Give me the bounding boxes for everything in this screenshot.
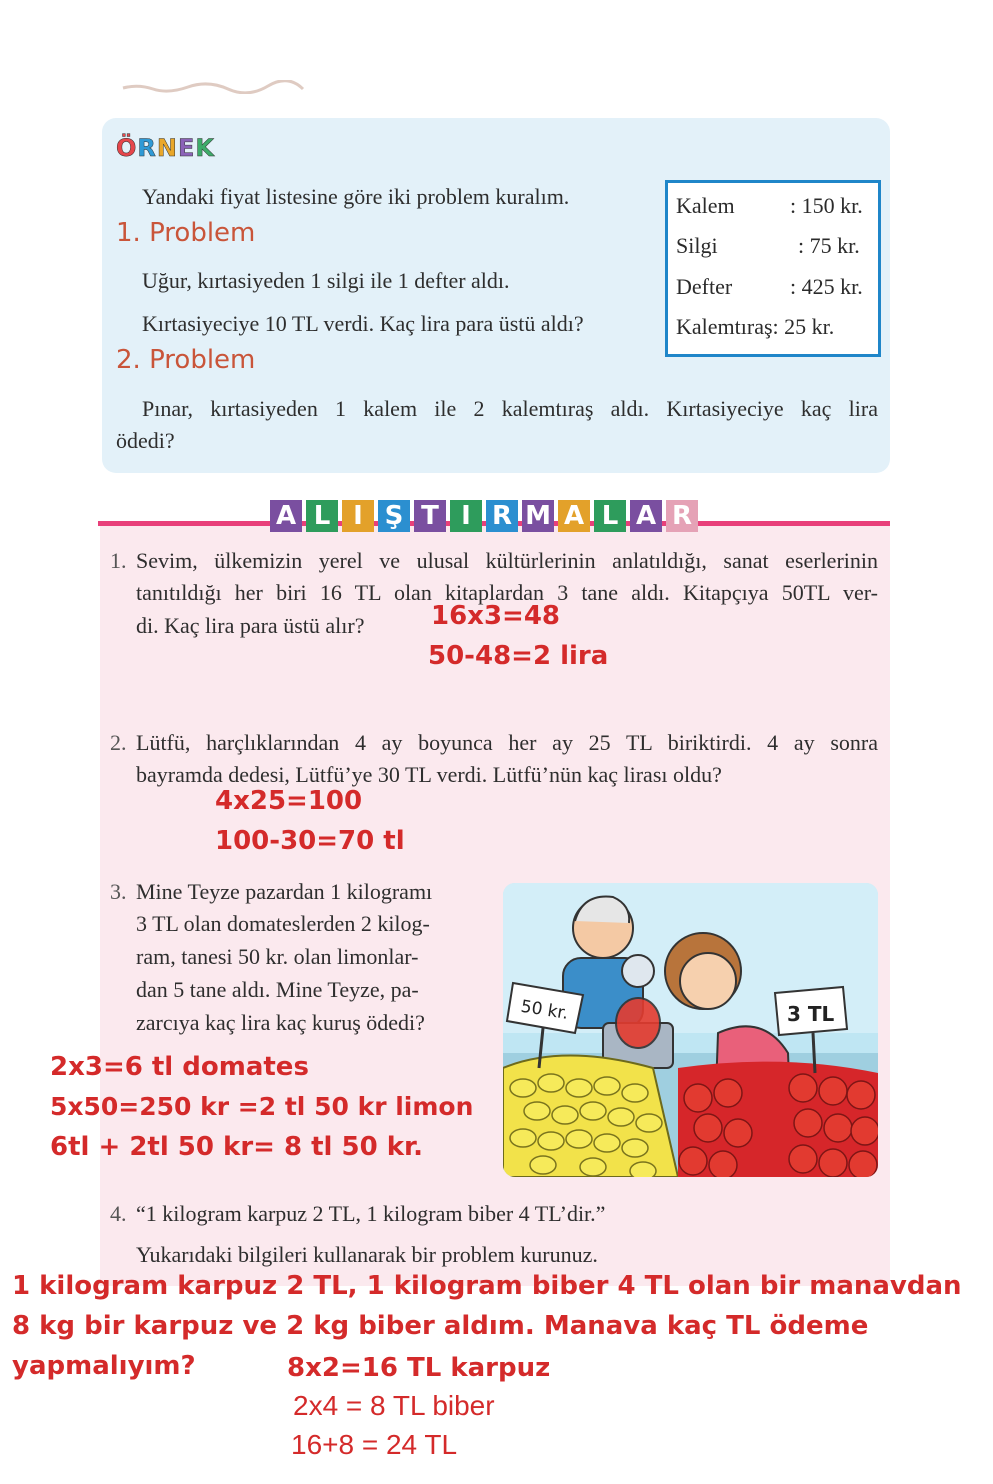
question-4-calc1: 8x2=16 TL karpuz	[287, 1353, 551, 1383]
problem-2-text-line2: ödedi?	[116, 428, 175, 453]
question-4-calc2: 2x4 = 8 TL biber	[293, 1390, 495, 1421]
example-intro: Yandaki fiyat listesine göre iki problem kuralım.	[142, 184, 570, 209]
question-1-answer1: 16x3=48	[431, 601, 561, 631]
price-row-kalemtiras	[676, 314, 872, 340]
exercises-title-tile: I	[450, 500, 482, 532]
price-item: Kalemtıraş	[676, 314, 773, 339]
market-illustration	[503, 883, 878, 1177]
exercises-title-tile: Ş	[378, 500, 410, 532]
question-1-line3: di. Kaç lira para üstü alır?	[136, 613, 365, 638]
example-title	[116, 134, 215, 162]
problem-1-text-line2: Kırtasiyeciye 10 TL verdi. Kaç lira para üstü aldı?	[142, 311, 584, 336]
question-1-line1: Sevim, ülkemizin yerel ve ulusal kültürlerinin anlatıldığı, sanat eserlerinin	[136, 548, 878, 573]
question-4-calc3: 16+8 = 24 TL	[291, 1429, 458, 1460]
question-3-line5: zarcıya kaç lira kaç kuruş ödedi?	[136, 1010, 425, 1035]
exercises-title-tile: M	[522, 500, 554, 532]
price-row-kalem	[676, 193, 872, 219]
exercises-title-tile: R	[486, 500, 518, 532]
exercises-title-tile: R	[666, 500, 698, 532]
problem-2-text-line1: Pınar, kırtasiyeden 1 kalem ile 2 kalemtıraş aldı. Kırtasiyeciye kaç lira	[142, 396, 878, 421]
price-value: : 75 kr.	[798, 233, 860, 258]
question-4-number: 4.	[110, 1201, 127, 1226]
price-item: Kalem	[676, 193, 735, 218]
question-3-number: 3.	[110, 879, 127, 904]
svg-text:50 kr.: 50 kr.	[519, 996, 570, 1024]
question-3-line4: dan 5 tane aldı. Mine Teyze, pa-	[136, 977, 419, 1002]
question-4-answer-line3: yapmalıyım?	[12, 1351, 196, 1381]
question-1-answer2: 50-48=2 lira	[428, 641, 609, 671]
price-list-box	[665, 180, 881, 357]
scan-smudge	[118, 80, 308, 94]
exercises-title-tile: A	[558, 500, 590, 532]
question-1-number: 1.	[110, 548, 127, 573]
exercises-title-tile: A	[270, 500, 302, 532]
exercises-title-tile: L	[594, 500, 626, 532]
question-2-number: 2.	[110, 730, 127, 755]
exercises-title-tile: I	[342, 500, 374, 532]
question-3-answer1: 2x3=6 tl domates	[50, 1052, 309, 1082]
exercises-title-tile: L	[306, 500, 338, 532]
question-4-answer-line2: 8 kg bir karpuz ve 2 kg biber aldım. Manava kaç TL ödeme	[12, 1311, 869, 1341]
example-title-letter: K	[195, 134, 215, 162]
price-value: : 25 kr.	[772, 314, 835, 339]
question-3-line1: Mine Teyze pazardan 1 kilogramı	[136, 879, 433, 904]
price-value: : 425 kr.	[790, 274, 863, 299]
example-title-letter: N	[156, 134, 178, 162]
example-title-letter: E	[177, 134, 196, 162]
example-title-letter: R	[137, 134, 157, 162]
exercises-title-tile: A	[630, 500, 662, 532]
question-3-line2: 3 TL olan domateslerden 2 kilog-	[136, 911, 430, 936]
question-3-answer2: 5x50=250 kr =2 tl 50 kr limon	[50, 1092, 474, 1121]
question-4-line1: “1 kilogram karpuz 2 TL, 1 kilogram biber 4 TL’dir.”	[136, 1201, 606, 1226]
question-3-line3: ram, tanesi 50 kr. olan limonlar-	[136, 944, 419, 969]
question-2-line2: bayramda dedesi, Lütfü’ye 30 TL verdi. Lütfü’nün kaç lirası oldu?	[136, 762, 722, 787]
question-2-answer2: 100-30=70 tl	[215, 826, 405, 856]
problem-1-heading: 1. Problem	[116, 218, 256, 248]
question-2-line1: Lütfü, harçlıklarından 4 ay boyunca her ay 25 TL biriktirdi. 4 ay sonra	[136, 730, 878, 755]
exercises-title	[270, 500, 698, 532]
exercises-title-tile: T	[414, 500, 446, 532]
problem-2-heading: 2. Problem	[116, 345, 256, 375]
question-3-answer3: 6tl + 2tl 50 kr= 8 tl 50 kr.	[50, 1132, 424, 1162]
question-4-answer-line1: 1 kilogram karpuz 2 TL, 1 kilogram biber 4 TL olan bir manavdan	[12, 1271, 962, 1301]
example-title-letter: Ö	[116, 134, 138, 162]
price-row-silgi	[676, 233, 872, 259]
question-1-line2: tanıtıldığı her biri 16 TL olan kitaplardan 3 tane aldı. Kitapçıya 50TL ver-	[136, 580, 878, 605]
price-item: Silgi	[676, 233, 718, 258]
question-2-answer1: 4x25=100	[215, 786, 363, 816]
price-row-defter	[676, 274, 872, 300]
question-4-line2: Yukarıdaki bilgileri kullanarak bir problem kurunuz.	[136, 1242, 598, 1267]
price-item: Defter	[676, 274, 733, 299]
price-value: : 150 kr.	[790, 193, 863, 218]
problem-1-text-line1: Uğur, kırtasiyeden 1 silgi ile 1 defter aldı.	[142, 268, 510, 293]
svg-text:3 TL: 3 TL	[787, 1002, 835, 1026]
